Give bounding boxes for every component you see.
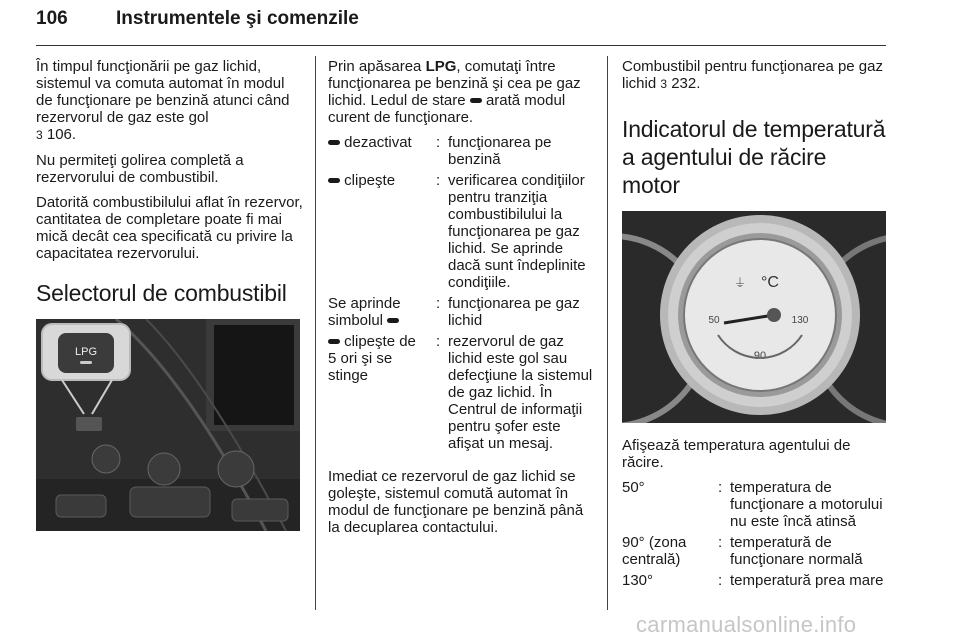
table-row: Se aprinde simbolul : funcţionarea pe gaz lichid [328, 295, 580, 329]
coolant-temp-icon: ⏚ [733, 276, 747, 290]
status-led-icon [328, 178, 340, 183]
gauge-tick-50: 50 [708, 315, 720, 326]
table-row: clipeşte : verificarea condiţiilor pentru tranziţia combustibilului la funcţionarea pe gaz lichid. Se aprinde dacă sunt îndeplinite condiţiile. [328, 172, 594, 295]
column-2 [328, 58, 594, 544]
heading-coolant-gauge: Indicatorul de temperatură a agentului de răcire motor [622, 116, 886, 198]
table-row: clipeşte de 5 ori şi se stinge : rezervorul de gaz lichid este gol sau defecţiune la sistemul de gaz lichid. În Centrul de informaţii pentru şofer este afişat un mesaj. [328, 333, 593, 452]
page-ref-arrow-icon: 3 [660, 77, 668, 91]
paragraph-auto-switch: În timpul funcţionării pe gaz lichid, sistemul va comuta automat în modul de funcţionare pe benzină atunci când rezervorul de gaz este gol 3 106. [36, 58, 290, 143]
paragraph-fuel-ref: Combustibil pentru funcţionarea pe gaz lichid 3 232. [622, 58, 883, 92]
column-1 [36, 58, 304, 531]
status-led-icon [387, 318, 399, 323]
gauge-tick-130: 130 [791, 315, 809, 326]
paragraph-auto-revert: Imediat ce rezervorul de gaz lichid se goleşte, sistemul comută automat în modul de funcţionare pe benzină până la decuplarea contactului. [328, 468, 584, 536]
lpg-status-table [328, 134, 594, 456]
gauge-caption: Afişează temperatura agentului de răcire. [622, 437, 851, 471]
page-number: 106 [36, 8, 68, 29]
coolant-gauge-figure [622, 211, 886, 423]
paragraph-lpg-intro: Prin apăsarea LPG, comutaţi între funcţionarea pe benzină şi cea pe gaz lichid. Ledul de stare arată modul curent de funcţionare. [328, 58, 581, 126]
page-ref-link[interactable]: 106. [46, 126, 77, 143]
table-row: 90° (zona centrală) : temperatură de funcţionare normală [622, 534, 863, 568]
heading-fuel-selector: Selectorul de combustibil [36, 280, 287, 306]
page-ref-arrow-icon: 3 [36, 128, 43, 142]
table-row: 50° : temperatura de funcţionare a motorului nu este încă atinsă [622, 479, 883, 530]
gauge-unit-label: °C [761, 274, 779, 291]
status-led-icon [328, 140, 340, 145]
column-divider-1 [315, 56, 316, 610]
lpg-button-label: LPG [74, 346, 98, 358]
table-row: dezactivat : funcţionarea pe benzină [328, 134, 594, 172]
column-3 [622, 58, 890, 605]
status-led-icon [470, 98, 482, 103]
page-ref-link[interactable]: 232. [671, 75, 701, 92]
lpg-key-text: LPG [425, 58, 457, 75]
table-row: 130° : temperatură prea mare [622, 572, 884, 589]
header-rule [36, 45, 886, 46]
column-divider-2 [607, 56, 608, 610]
gauge-tick-90: 90 [753, 350, 767, 362]
watermark: carmanualsonline.info [636, 612, 857, 637]
paragraph-fill-quantity: Datorită combustibilului aflat în rezervor, cantitatea de completare poate fi mai mică decât cea specificată cu privire la capacitatea rezervorului. [36, 194, 303, 262]
temperature-table [622, 479, 890, 593]
fuel-selector-figure [36, 319, 300, 531]
paragraph-no-empty: Nu permiteţi golirea completă a rezervorului de combustibil. [36, 152, 244, 186]
status-led-icon [328, 339, 340, 344]
chapter-title: Instrumentele şi comenzile [116, 8, 359, 29]
